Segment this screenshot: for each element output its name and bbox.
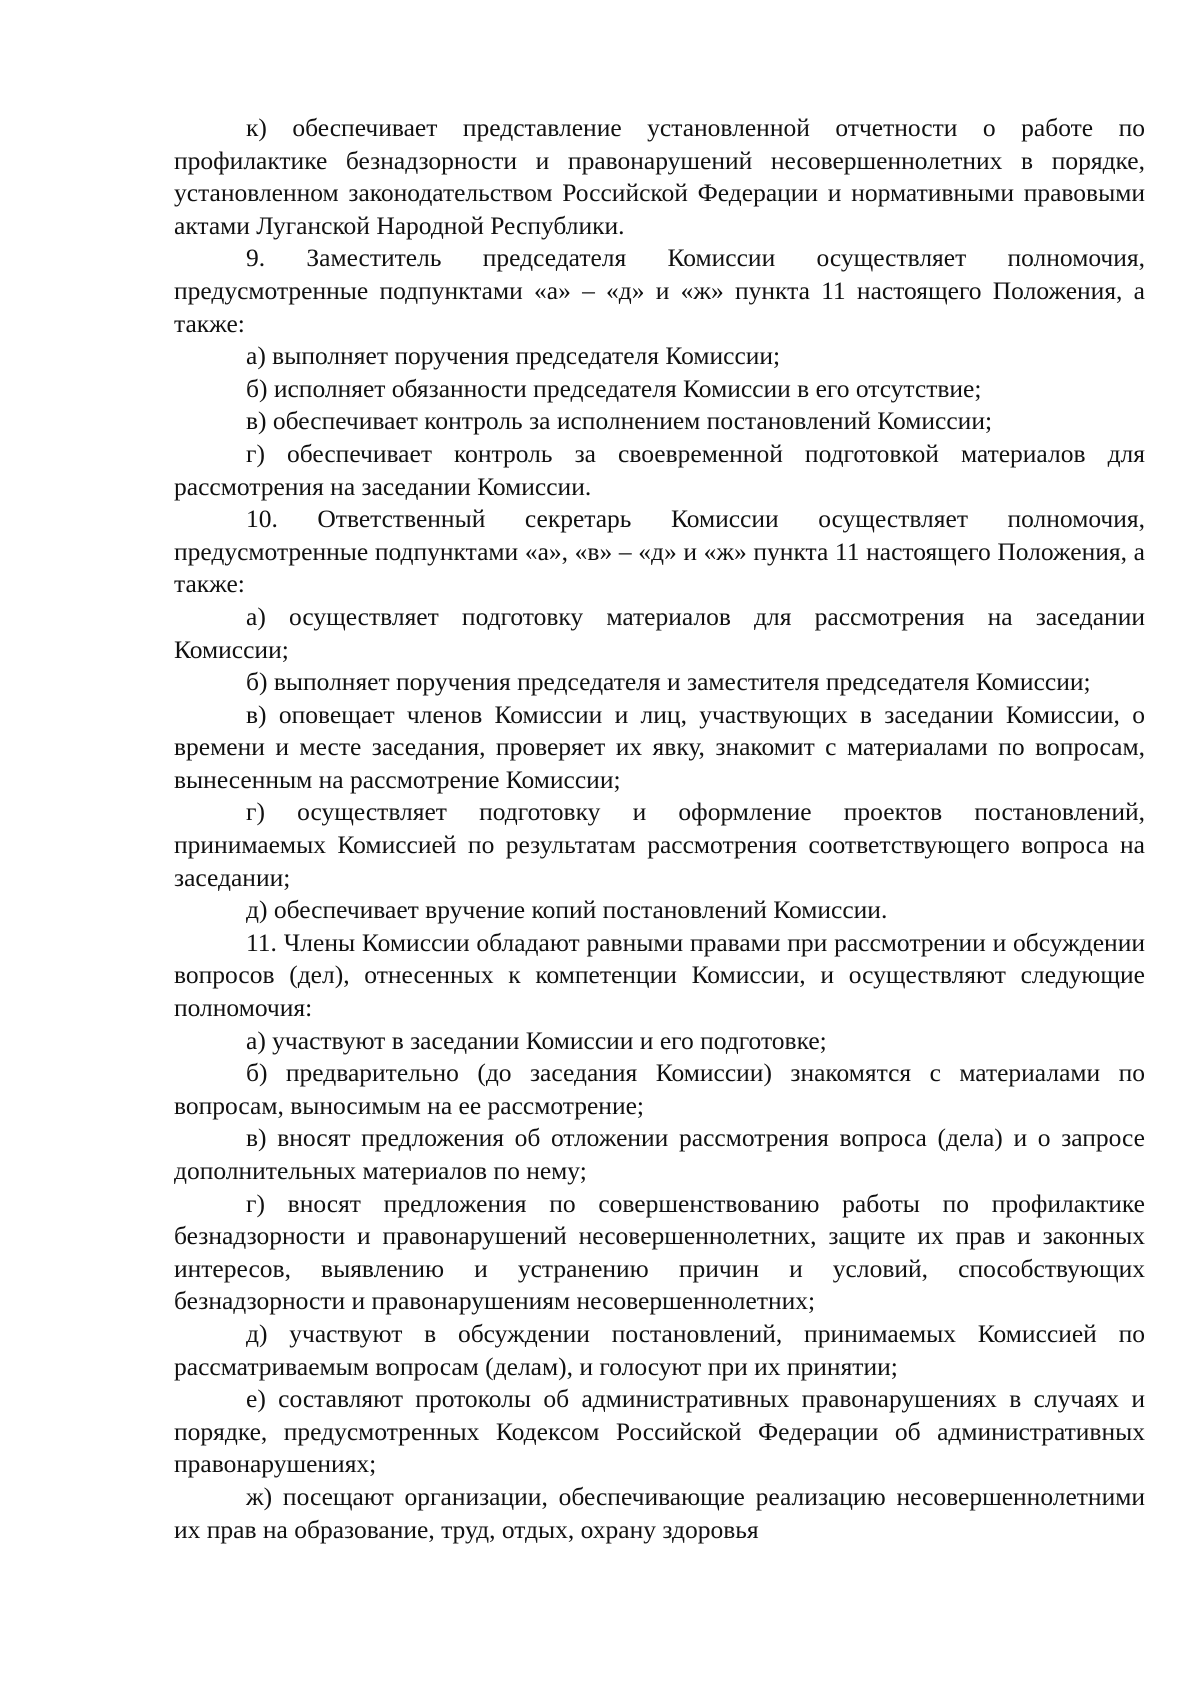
paragraph-11e: е) составляют протоколы об административных правонарушениях в случаях и порядке, предусмотренных Кодексом Российской Федерации об административных правонарушениях; <box>174 1384 1145 1479</box>
paragraph-10d: д) обеспечивает вручение копий постановлений Комиссии. <box>246 895 888 925</box>
paragraph-10a: а) осуществляет подготовку материалов для рассмотрения на заседании Комиссии; <box>174 601 1145 664</box>
paragraph-8k: к) обеспечивает представление установленной отчетности о работе по профилактике безнадзорности и правонарушений несовершеннолетних в порядке, установленном законодательством Российской Федерации и нормативными правовыми актами Луганской Народной Республики. <box>174 113 1145 240</box>
document-page <box>174 112 1145 1546</box>
paragraph-10b: б) выполняет поручения председателя и заместителя председателя Комиссии; <box>246 667 1091 697</box>
paragraph-11d: д) участвуют в обсуждении постановлений, принимаемых Комиссией по рассматриваемым вопросам (делам), и голосуют при их принятии; <box>174 1318 1145 1381</box>
paragraph-9a: а) выполняет поручения председателя Комиссии; <box>246 341 781 371</box>
paragraph-10v: в) оповещает членов Комиссии и лиц, участвующих в заседании Комиссии, о времени и месте заседания, проверяет их явку, знакомит с материалами по вопросам, вынесенным на рассмотрение Комиссии; <box>174 699 1145 794</box>
paragraph-11: 11. Члены Комиссии обладают равными правами при рассмотрении и обсуждении вопросов (дел), отнесенных к компетенции Комиссии, и осуществляют следующие полномочия: <box>174 927 1145 1023</box>
paragraph-11v: в) вносят предложения об отложении рассмотрения вопроса (дела) и о запросе дополнительных материалов по нему; <box>174 1123 1145 1185</box>
paragraph-11b: б) предварительно (до заседания Комиссии) знакомятся с материалами по вопросам, выносимым на ее рассмотрение; <box>174 1058 1145 1120</box>
paragraph-9b: б) исполняет обязанности председателя Комиссии в его отсутствие; <box>246 373 982 403</box>
paragraph-10g: г) осуществляет подготовку и оформление проектов постановлений, принимаемых Комиссией по результатам рассмотрения соответствующего вопроса на заседании; <box>174 797 1145 892</box>
paragraph-10: 10. Ответственный секретарь Комиссии осуществляет полномочия, предусмотренные подпунктами «а», «в» – «д» и «ж» пункта 11 настоящего Положения, а также: <box>174 504 1145 599</box>
paragraph-9g: г) обеспечивает контроль за своевременной подготовкой материалов для рассмотрения на заседании Комиссии. <box>174 438 1145 501</box>
paragraph-11g: г) вносят предложения по совершенствованию работы по профилактике безнадзорности и правонарушений несовершеннолетних, защите их прав и законных интересов, выявлению и устранению причин и условий, способствующих безнадзорности и правонарушениям несовершеннолетних; <box>174 1188 1145 1316</box>
paragraph-11a: а) участвуют в заседании Комиссии и его подготовке; <box>246 1025 827 1055</box>
paragraph-11zh: ж) посещают организации, обеспечивающие реализацию несовершеннолетними их прав на образование, труд, отдых, охрану здоровья <box>174 1481 1145 1544</box>
paragraph-9: 9. Заместитель председателя Комиссии осуществляет полномочия, предусмотренные подпунктами «а» – «д» и «ж» пункта 11 настоящего Положения, а также: <box>174 243 1145 338</box>
paragraph-9v: в) обеспечивает контроль за исполнением постановлений Комиссии; <box>246 406 993 436</box>
